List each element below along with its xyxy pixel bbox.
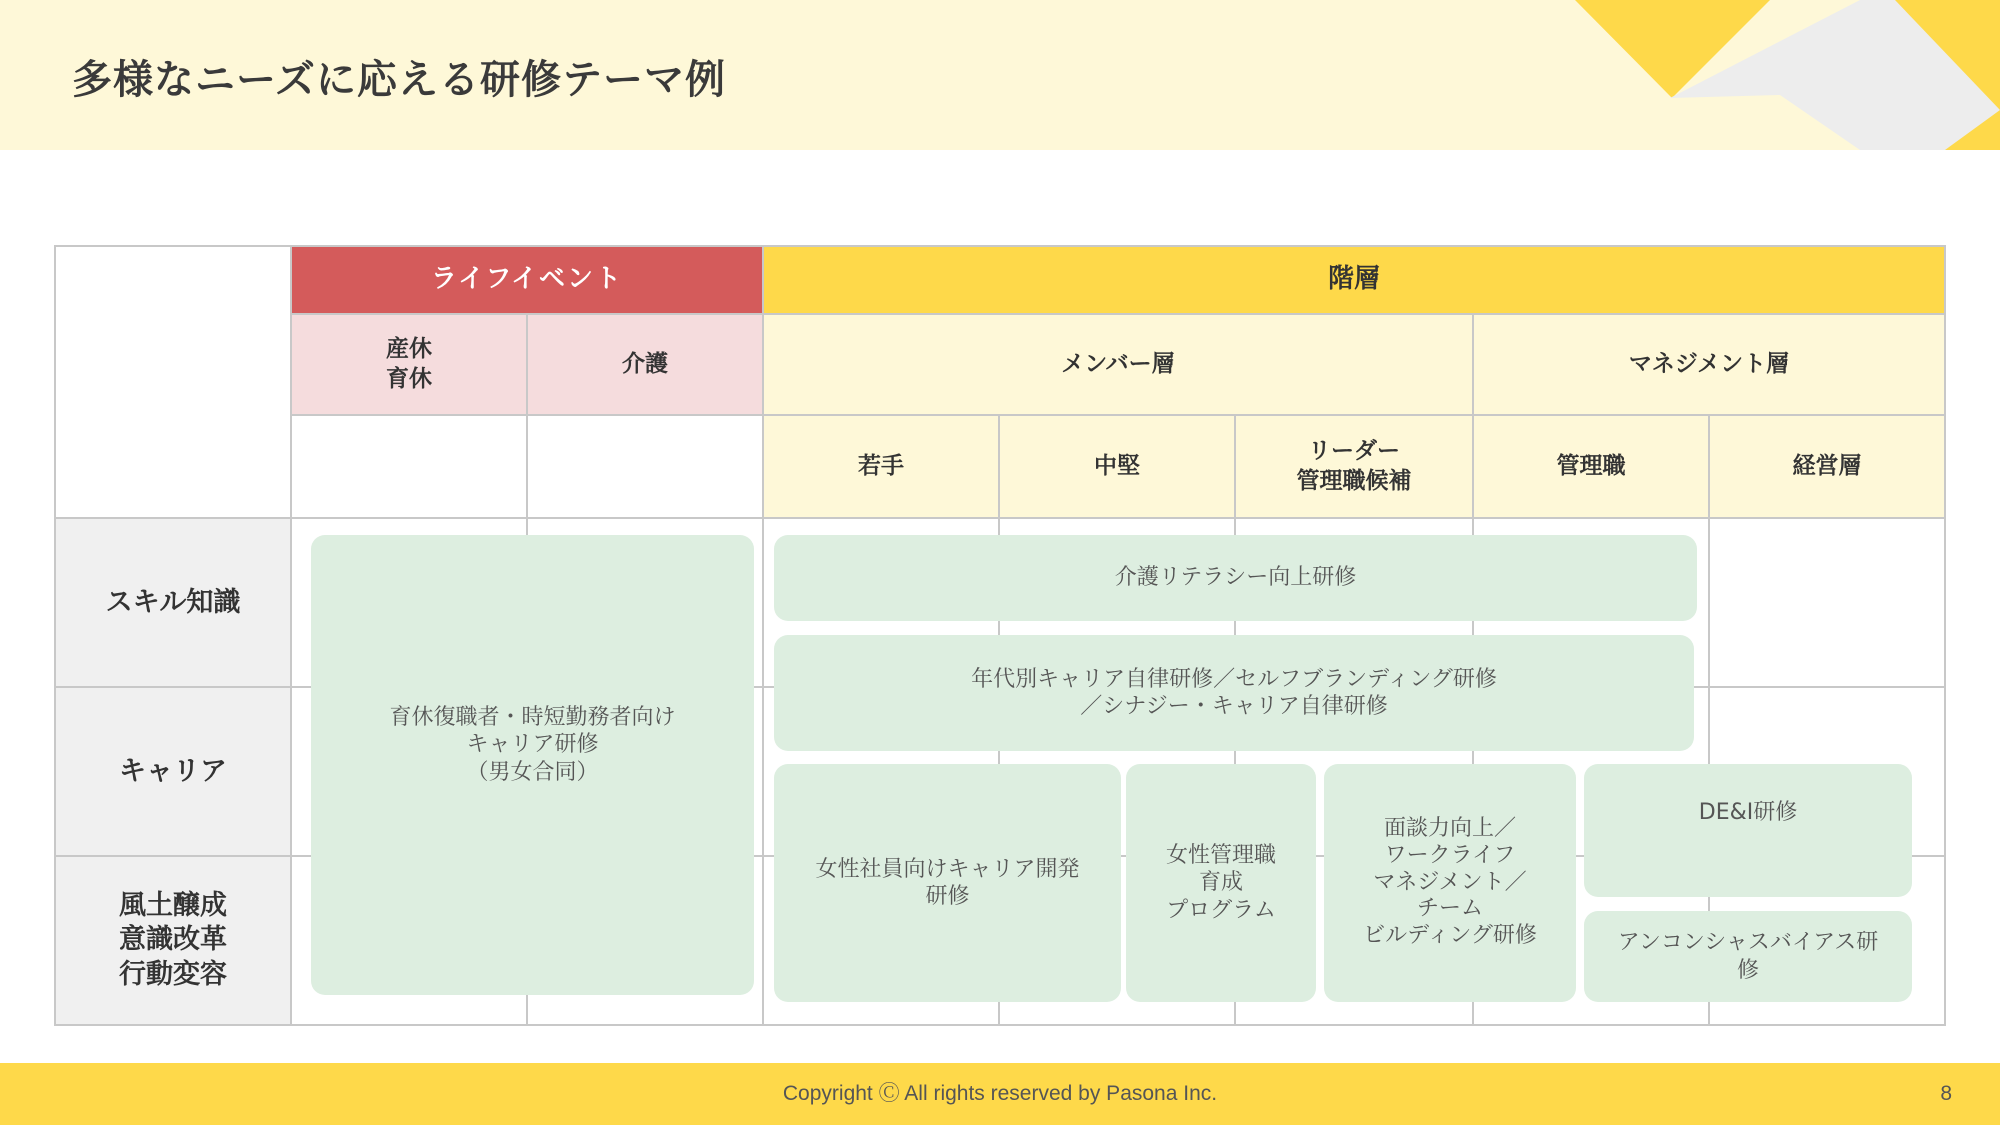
row-label-culture: 風土醸成 意識改革 行動変容 [54, 855, 292, 1026]
copyright-text: Copyright Ⓒ All rights reserved by Pasona Inc. [782, 1082, 1218, 1105]
executive-header: 経営層 [1708, 414, 1946, 519]
member-layer-header: メンバー層 [762, 313, 1474, 416]
leader-header: リーダー 管理職候補 [1234, 414, 1474, 519]
management-layer-header: マネジメント層 [1472, 313, 1946, 416]
page-title: 多様なニーズに応える研修テーマ例 [72, 57, 726, 103]
program-interview: 面談力向上／ ワークライフ マネジメント／ チーム ビルディング研修 [1324, 764, 1576, 1002]
program-care-literacy: 介護リテラシー向上研修 [774, 535, 1697, 621]
caregiving-header: 介護 [526, 313, 764, 416]
manager-header: 管理職 [1472, 414, 1710, 519]
program-return-to-work: 育休復職者・時短勤務者向け キャリア研修 （男女合同） [311, 535, 754, 995]
body-cell [1708, 517, 1946, 688]
program-women-career: 女性社員向けキャリア開発 研修 [774, 764, 1121, 1002]
life-event-header: ライフイベント [290, 245, 764, 315]
caregiving-sub-empty [526, 414, 764, 519]
corner-cell [54, 245, 292, 519]
program-women-manager: 女性管理職 育成 プログラム [1126, 764, 1316, 1002]
mid-header: 中堅 [998, 414, 1236, 519]
program-unconscious-bias: アンコンシャスバイアス研 修 [1584, 911, 1912, 1002]
program-age-career: 年代別キャリア自律研修／セルフブランディング研修 ／シナジー・キャリア自律研修 [774, 635, 1694, 751]
row-label-career: キャリア [54, 686, 292, 857]
maternity-header: 産休 育休 [290, 313, 528, 416]
hierarchy-header: 階層 [762, 245, 1946, 315]
young-header: 若手 [762, 414, 1000, 519]
maternity-sub-empty [290, 414, 528, 519]
row-label-skill: スキル知識 [54, 517, 292, 688]
footer-band [0, 1063, 2000, 1125]
program-dei: DE&I研修 [1584, 764, 1912, 897]
page-number: 8 [1940, 1082, 1952, 1105]
